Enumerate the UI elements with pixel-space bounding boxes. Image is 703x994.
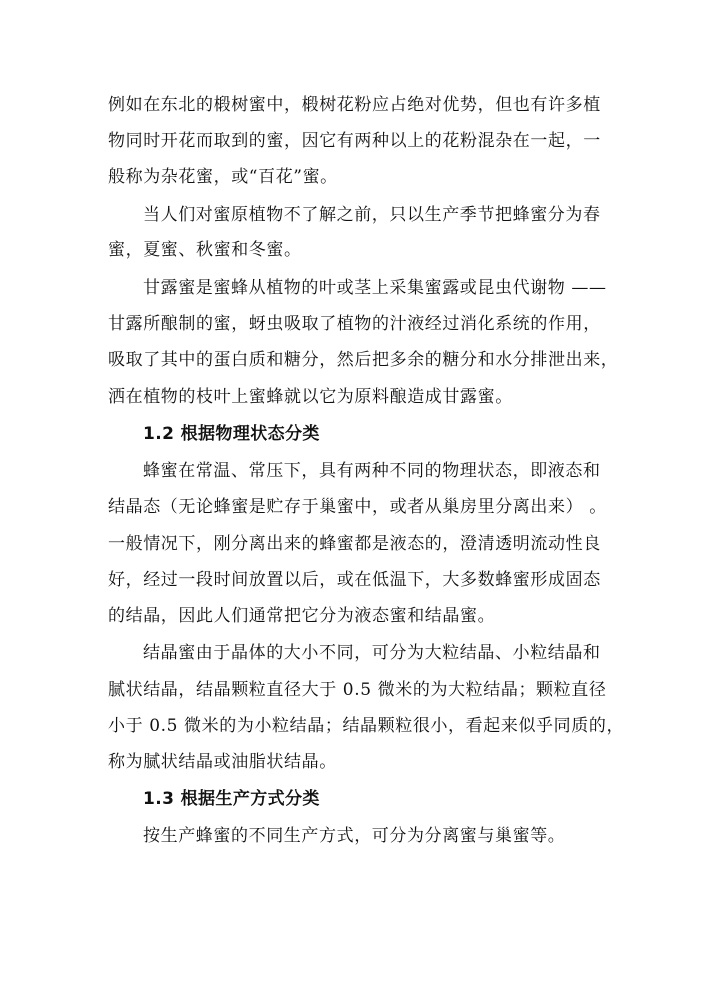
paragraph-line: 洒在植物的枝叶上蜜蜂就以它为原料酿造成甘露蜜。 — [108, 387, 513, 407]
paragraph-line: 当人们对蜜原植物不了解之前，只以生产季节把蜂蜜分为春 — [143, 205, 601, 225]
paragraph-line: 腻状结晶，结晶颗粒直径大于 0.5 微米的为大粒结晶；颗粒直径 — [108, 680, 607, 700]
section-heading: 1.3 根据生产方式分类 — [143, 789, 320, 809]
paragraph-line: 般称为杂花蜜，或“百花”蜜。 — [108, 167, 338, 187]
paragraph-line: 蜂蜜在常温、常压下，具有两种不同的物理状态，即液态和 — [143, 461, 601, 481]
paragraph-line: 吸取了其中的蛋白质和糖分，然后把多余的糖分和水分排泄出来， — [108, 350, 619, 370]
paragraph-line: 称为腻状结晶或油脂状结晶。 — [108, 752, 337, 772]
paragraph-line: 物同时开花而取到的蜜，因它有两种以上的花粉混杂在一起，一 — [108, 131, 601, 151]
paragraph-line: 一般情况下，刚分离出来的蜂蜜都是液态的，澄清透明流动性良 — [108, 534, 601, 554]
paragraph-line: 蜜，夏蜜、秋蜜和冬蜜。 — [108, 240, 302, 260]
paragraph-line: 例如在东北的椴树蜜中，椴树花粉应占绝对优势，但也有许多植 — [108, 95, 601, 115]
paragraph-line: 结晶态（无论蜂蜜是贮存于巢蜜中，或者从巢房里分离出来） 。 — [108, 497, 607, 517]
paragraph-line: 的结晶，因此人们通常把它分为液态蜜和结晶蜜。 — [108, 606, 496, 626]
paragraph-line: 甘露所酿制的蜜，蚜虫吸取了植物的汁液经过消化系统的作用， — [108, 314, 601, 334]
paragraph-line: 结晶蜜由于晶体的大小不同，可分为大粒结晶、小粒结晶和 — [143, 643, 601, 663]
paragraph-line: 按生产蜂蜜的不同生产方式，可分为分离蜜与巢蜜等。 — [143, 826, 566, 846]
section-heading: 1.2 根据物理状态分类 — [143, 424, 320, 444]
paragraph-line: 小于 0.5 微米的为小粒结晶；结晶颗粒很小，看起来似乎同质的， — [108, 716, 625, 736]
paragraph-line: 甘露蜜是蜜蜂从植物的叶或茎上采集蜜露或昆虫代谢物 —— — [143, 278, 607, 298]
paragraph-line: 好，经过一段时间放置以后，或在低温下，大多数蜂蜜形成固态 — [108, 570, 601, 590]
